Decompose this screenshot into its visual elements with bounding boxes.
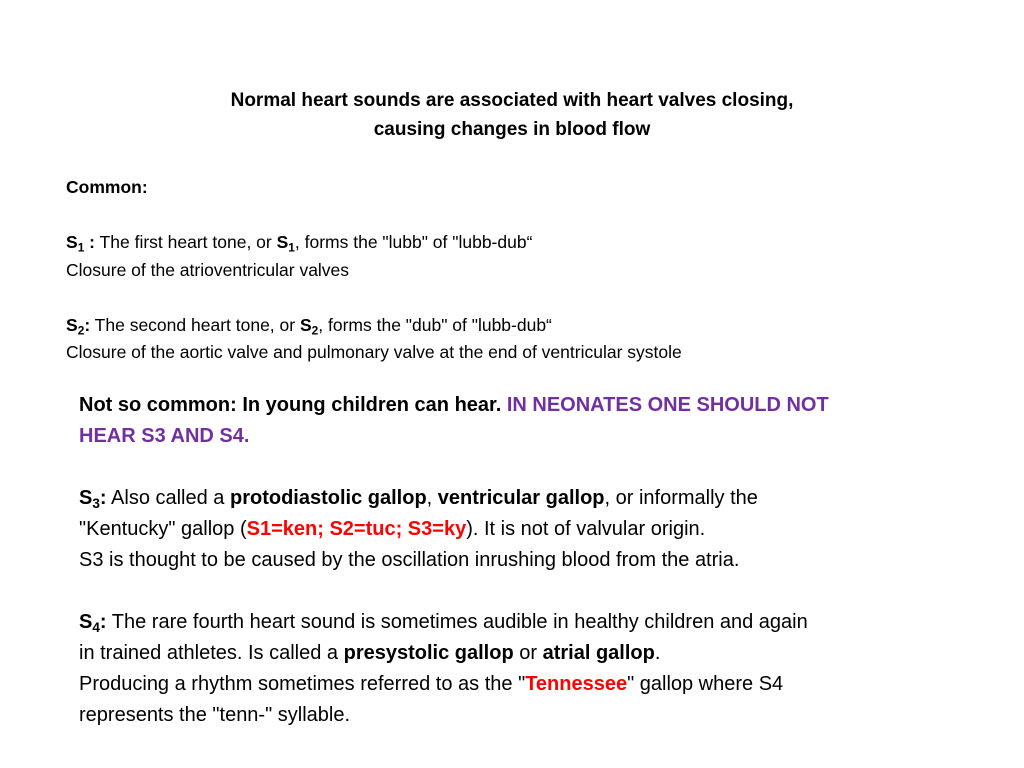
s1-definition: $S_1$ : The first heart tone, or $S_1$, forms the "lubb" of "lubb-dub“: [66, 232, 533, 255]
s4-label: $S_4$:: [79, 611, 107, 635]
s2-definition: $S_2$: The second heart tone, or $S_2$, forms the "dub" of "lubb-dub“: [66, 314, 552, 337]
uncommon-sounds-section: [79, 390, 949, 731]
term-ventricular-gallop: ventricular gallop: [437, 487, 605, 509]
kentucky-mnemonic: S1=ken; S2=tuc; S3=ky: [246, 518, 467, 540]
s1-inline-symbol: $S_1$: [276, 232, 295, 255]
term-protodiastolic-gallop: protodiastolic gallop: [230, 487, 427, 509]
neonate-warning-cont: HEAR S3 AND S4.: [79, 425, 250, 447]
title-line-1: Normal heart sounds are associated with heart valves closing,: [230, 90, 794, 111]
s2-description: Closure of the aortic valve and pulmonary valve at the end of ventricular systole: [66, 342, 682, 362]
s4-definition: $S_4$: The rare fourth heart sound is sometimes audible in healthy children and again: [79, 611, 808, 635]
s3-label: $S_3$:: [79, 487, 107, 511]
s3-kentucky-line: "Kentucky" gallop (S1=ken; S2=tuc; S3=ky). It is not of valvular origin.: [79, 518, 706, 540]
s3-cause: S3 is thought to be caused by the oscillation inrushing blood from the atria.: [79, 549, 740, 571]
common-sounds-section: [66, 174, 966, 367]
s1-label: $S_1$ :: [66, 232, 96, 255]
title-line-2: causing changes in blood flow: [373, 119, 651, 140]
spacer: [66, 202, 966, 230]
slide-title: [0, 86, 1024, 144]
s3-definition: $S_3$: Also called a protodiastolic gallop, ventricular gallop, or informally the: [79, 487, 758, 511]
uncommon-intro: Not so common: In young children can hear. IN NEONATES ONE SHOULD NOT: [79, 394, 829, 416]
spacer: [79, 576, 949, 607]
term-presystolic-gallop: presystolic gallop: [343, 642, 514, 664]
s4-syllable: represents the "tenn-" syllable.: [79, 704, 351, 726]
s4-rhythm: Producing a rhythm sometimes referred to as the "Tennessee" gallop where S4: [79, 673, 784, 695]
tennessee-highlight: Tennessee: [525, 673, 628, 695]
spacer: [66, 284, 966, 312]
s1-description: Closure of the atrioventricular valves: [66, 259, 350, 280]
neonate-warning: IN NEONATES ONE SHOULD NOT: [506, 394, 829, 416]
s2-label: $S_2$:: [66, 314, 91, 337]
term-atrial-gallop: atrial gallop: [542, 642, 655, 664]
s2-text: The second heart tone, or: [90, 314, 300, 335]
spacer: [79, 452, 949, 483]
s4-gallop-names: in trained athletes. Is called a presystolic gallop or atrial gallop.: [79, 642, 661, 664]
s1-text: The first heart tone, or: [95, 232, 277, 252]
s2-inline-symbol: $S_2$: [299, 314, 319, 337]
common-heading: Common:: [66, 177, 148, 197]
